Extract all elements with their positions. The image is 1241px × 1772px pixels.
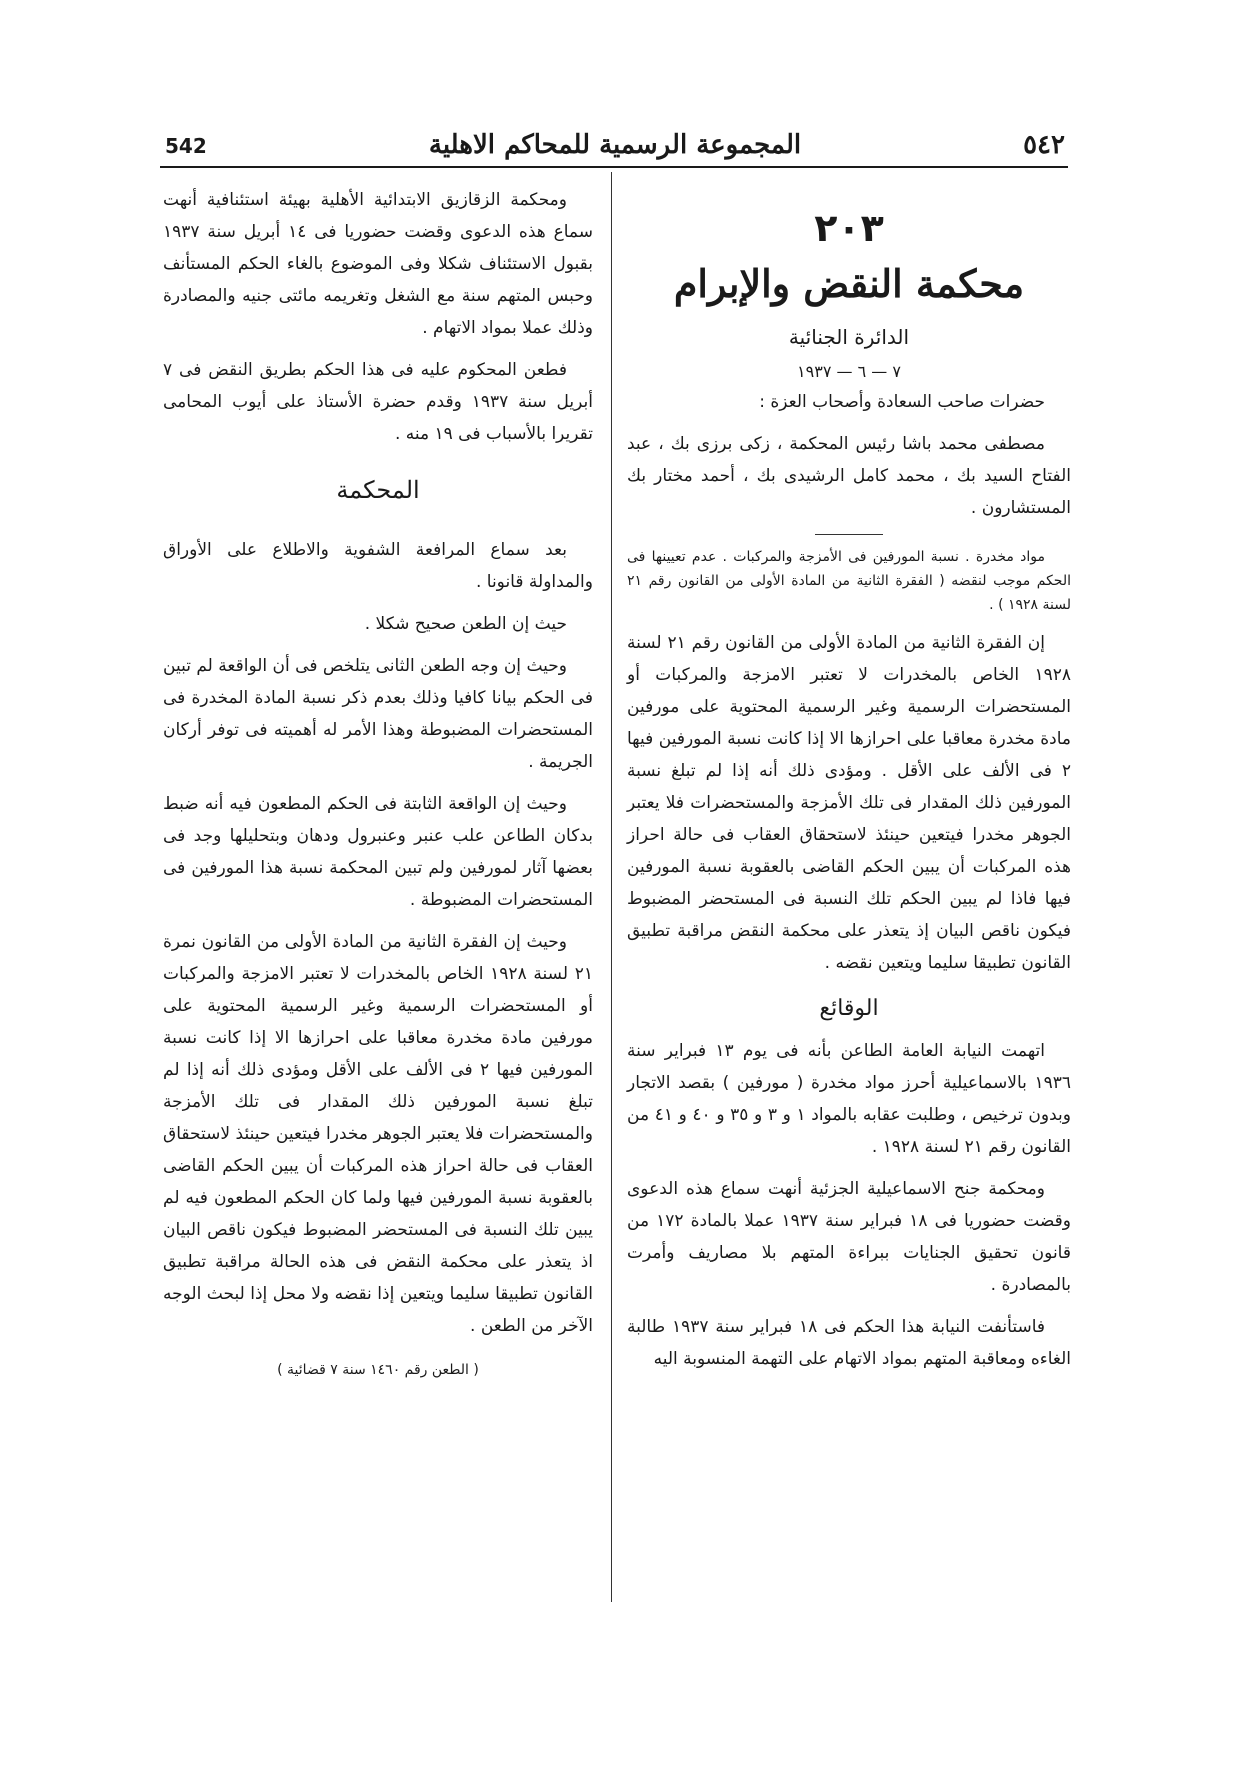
publication-title: المجموعة الرسمية للمحاكم الاهلية [428, 130, 802, 160]
body-paragraph: حيث إن الطعن صحيح شكلا . [364, 614, 567, 634]
legal-principle: إن الفقرة الثانية من المادة الأولى من القانون رقم ٢١ لسنة ١٩٢٨ الخاص بالمخدرات لا تعتبر الامزجة والمركبات أو المستحضرات الرسمية وغير الرسمية المحتوية على مورفين مادة مخدرة معاقبا على احرازها الا إذا كانت نسبة المورفين فيها ٢ فى الألف على الأقل . ومؤدى ذلك أنه إذا لم تبلغ نسبة المورفين ذلك المقدار فى تلك الأمزجة والمستحضرات فلا يعتبر الجوهر مخدرا فيتعين حينئذ لاستحقاق العقاب فى حالة احراز هذه المركبات أن يبين الحكم القاضى بالعقوبة نسبة المورفين فيها فاذا لم يبين الحكم تلك النسبة فى المستحضر المضبوط فيكون ناقص البيان إذ يتعذر على محكمة النقض مراقبة تطبيق القانون تطبيقا سليما ويتعين نقضه . [627, 633, 1071, 973]
section-rule [815, 534, 883, 535]
judges-list: مصطفى محمد باشا رئيس المحكمة ، زكى برزى بك ، عبد الفتاح السيد بك ، محمد كامل الرشيدى بك ، أحمد مختار بك المستشارون . [627, 434, 1071, 518]
judges-intro: حضرات صاحب السعادة وأصحاب العزة : [759, 392, 1045, 412]
facts-paragraph: فاستأنفت النيابة هذا الحكم فى ١٨ فبراير سنة ١٩٣٧ طالبة الغاءه ومعاقبة المتهم بمواد الاتهام على التهمة المنسوبة اليه [627, 1317, 1071, 1369]
chamber-name: الدائرة الجنائية [788, 325, 910, 349]
body-paragraph: وحيث إن وجه الطعن الثانى يتلخص فى أن الواقعة لم تبين فى الحكم بيانا كافيا وذلك بعدم ذكر نسبة المادة المخدرة فى المستحضرات المضبوطة وهذا الأمر له أهميته فى توفر أركان الجريمة . [163, 656, 593, 772]
appeal-citation: ( الطعن رقم ١٤٦٠ سنة ٧ قضائية ) [277, 1362, 479, 1378]
body-paragraph: وحيث إن الواقعة الثابتة فى الحكم المطعون فيه أنه ضبط بدكان الطاعن علب عنبر وعنبرول ودهان وبتحليلها وجد فى بعضها آثار لمورفين ولم تبين المحكمة نسبة هذا المورفين فى المستحضرات المضبوطة . [163, 794, 593, 910]
column-divider [611, 172, 612, 1602]
header-rule [160, 166, 1068, 168]
page-number-arabic: ٥٤٢ [1023, 130, 1065, 160]
running-header [165, 124, 1065, 164]
right-column [627, 184, 1071, 1385]
case-summary: مواد مخدرة . نسبة المورفين فى الأمزجة والمركبات . عدم تعيينها فى الحكم موجب لنقضه ( الفقرة الثانية من المادة الأولى من القانون رقم ٢١ لسنة ١٩٢٨ ) . [627, 549, 1071, 613]
court-name: محكمة النقض والإبرام [673, 261, 1025, 306]
case-number: ٢٠٣ [814, 206, 884, 250]
body-paragraph: فطعن المحكوم عليه فى هذا الحكم بطريق النقض فى ٧ أبريل سنة ١٩٣٧ وقدم حضرة الأستاذ على أيوب المحامى تقريرا بالأسباب فى ١٩ منه . [163, 360, 593, 444]
session-date: ٧ — ٦ — ١٩٣٧ [797, 362, 901, 381]
body-paragraph: بعد سماع المرافعة الشفوية والاطلاع على الأوراق والمداولة قانونا . [163, 540, 593, 592]
facts-heading: الوقائع [819, 996, 879, 1021]
facts-paragraph: ومحكمة جنح الاسماعيلية الجزئية أنهت سماع هذه الدعوى وقضت حضوريا فى ١٨ فبراير سنة ١٩٣٧ عملا بالمادة ١٧٢ من قانون تحقيق الجنايات ببراءة المتهم بلا مصاريف وأمرت بالمصادرة . [627, 1179, 1072, 1295]
facts-paragraph: اتهمت النيابة العامة الطاعن بأنه فى يوم ١٣ فبراير سنة ١٩٣٦ بالاسماعيلية أحرز مواد مخدرة ( مورفين ) بقصد الاتجار وبدون ترخيص ، وطلبت عقابه بالمواد ١ و ٣ و ٣٥ و ٤٠ و ٤١ من القانون رقم ٢١ لسنة ١٩٢٨ . [627, 1041, 1071, 1157]
page-number: 542 [165, 134, 207, 158]
court-heading: المحكمة [336, 476, 420, 504]
left-column [163, 184, 593, 1386]
body-paragraph: ومحكمة الزقازيق الابتدائية الأهلية بهيئة استئنافية أنهت سماع هذه الدعوى وقضت حضوريا فى ١٤ أبريل سنة ١٩٣٧ بقبول الاستئناف شكلا وفى الموضوع بالغاء الحكم المستأنف وحبس المتهم سنة مع الشغل وتغريمه مائتى جنيه والمصادرة وذلك عملا بمواد الاتهام . [163, 190, 593, 338]
body-paragraph: وحيث إن الفقرة الثانية من المادة الأولى من القانون نمرة ٢١ لسنة ١٩٢٨ الخاص بالمخدرات لا تعتبر الامزجة والمركبات أو المستحضرات الرسمية وغير الرسمية المحتوية على مورفين مادة مخدرة معاقبا على احرازها الا إذا كانت نسبة المورفين فيها ٢ فى الألف على الأقل ومؤدى ذلك أنه إذا لم تبلغ نسبة المورفين ذلك المقدار فى تلك الأمزجة والمستحضرات فلا يعتبر الجوهر مخدرا فيتعين حينئذ لاستحقاق العقاب فى حالة احراز هذه المركبات أن يبين الحكم القاضى بالعقوبة نسبة المورفين فيها ولما كان الحكم المطعون فيه لم يبين تلك النسبة فى المستحضر المضبوط فيكون ناقص البيان اذ يتعذر على محكمة النقض فى هذه الحالة مراقبة تطبيق القانون تطبيقا سليما ويتعين إذا نقضه ولا محل إذا لبحث الوجه الآخر من الطعن . [163, 932, 594, 1336]
